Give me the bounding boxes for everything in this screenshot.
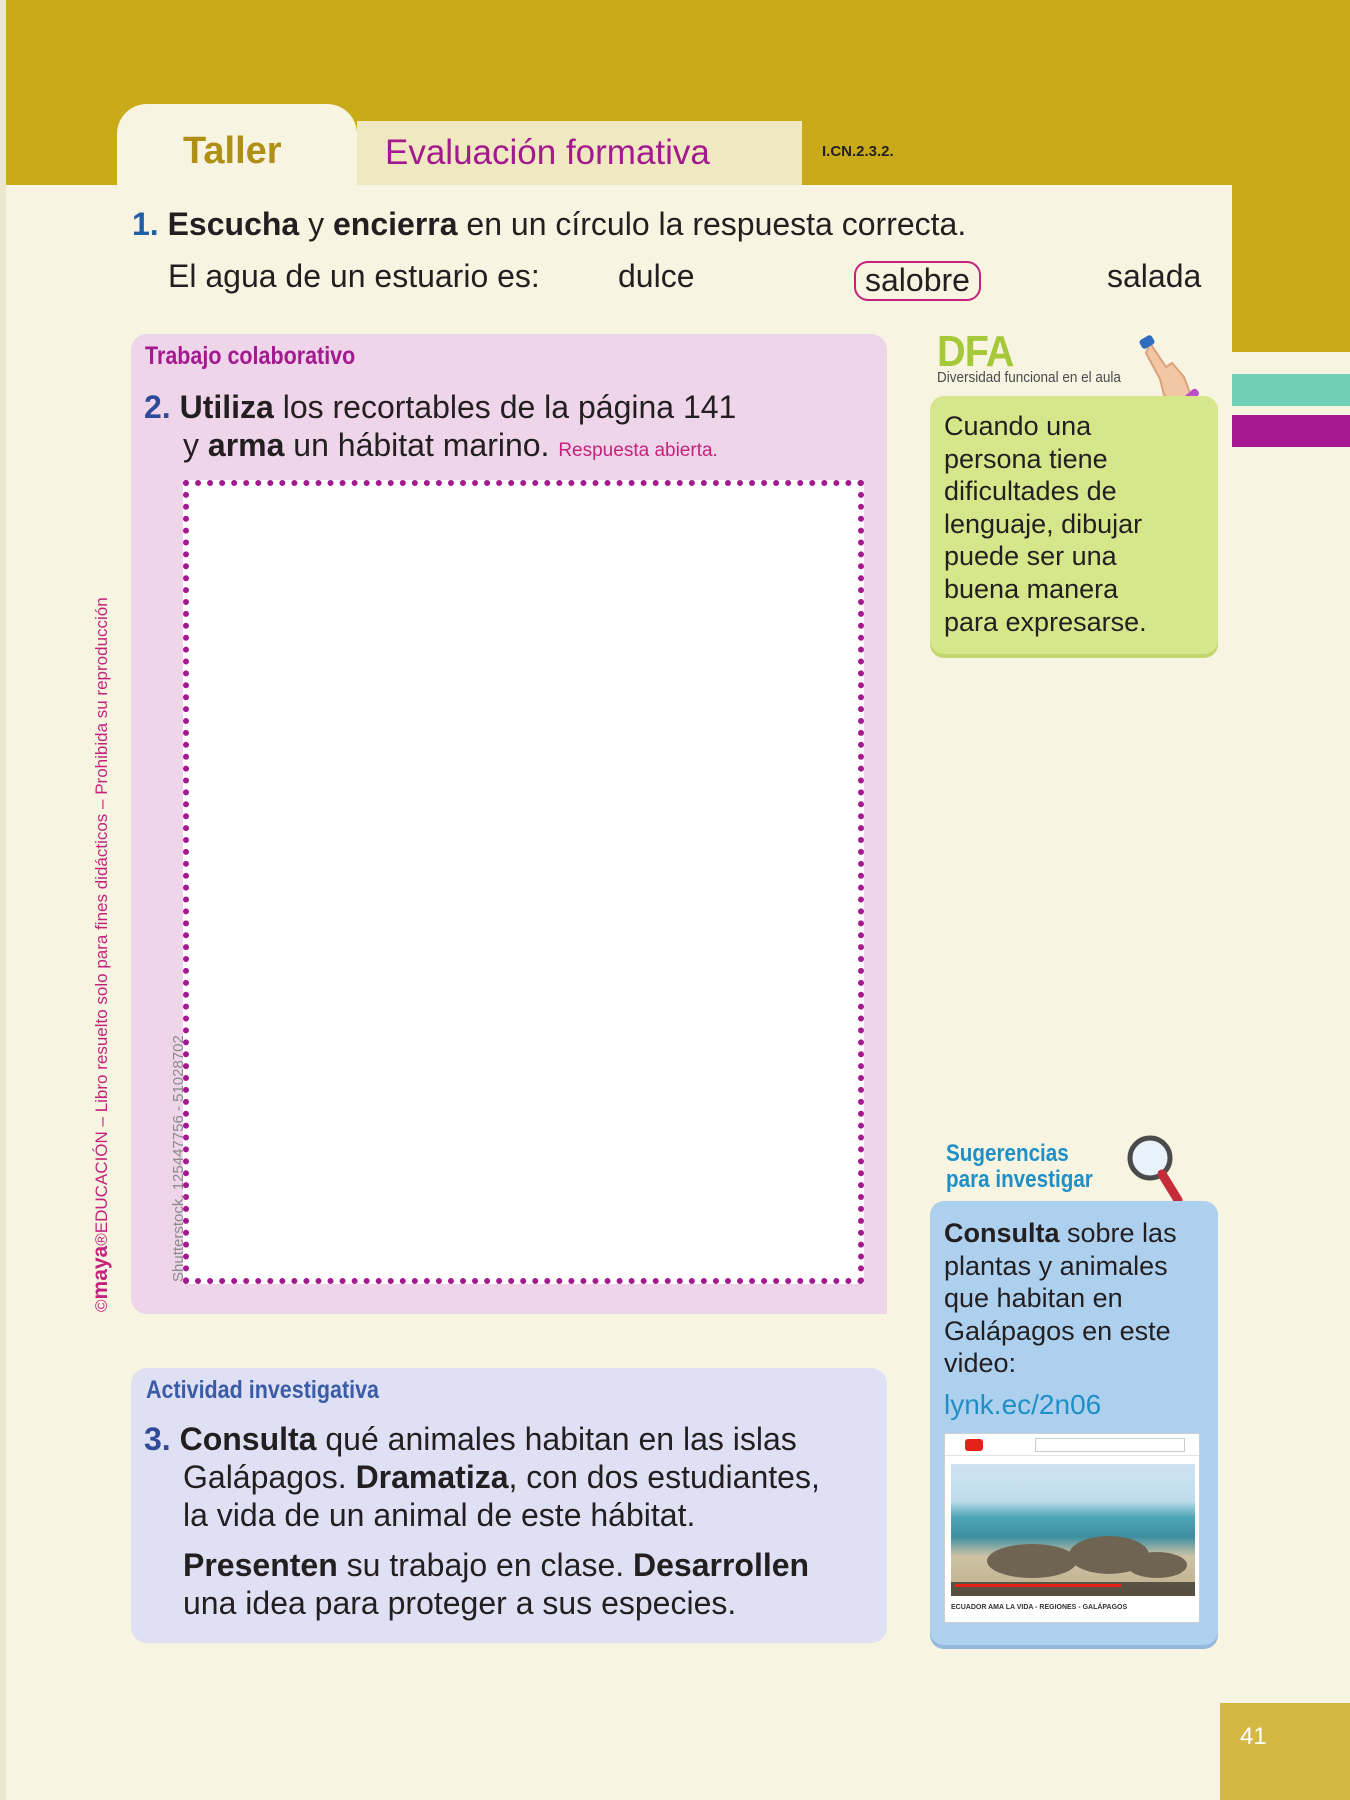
dfa-line: para expresarse. [944, 606, 1147, 637]
tab-evaluacion [357, 121, 802, 185]
question-3 [144, 1420, 820, 1534]
suggestions-title [946, 1141, 1093, 1193]
suggestions-line: Galápagos en este [944, 1315, 1171, 1346]
question-3-text-line4: su trabajo en clase. [337, 1547, 634, 1583]
question-3-verb-consulta: Consulta [179, 1421, 317, 1457]
side-tab-magenta [1232, 415, 1350, 447]
video-thumbnail[interactable] [944, 1433, 1200, 1623]
question-2-text-line2: un hábitat marino. [284, 427, 550, 463]
question-3-text-line5: una idea para proteger a sus especies. [183, 1585, 737, 1621]
question-3-verb-presenten: Presenten [183, 1547, 338, 1583]
video-caption: ECUADOR AMA LA VIDA - REGIONES - GALÁPAGOS [951, 1604, 1128, 1611]
question-1-number: 1. [132, 206, 159, 242]
page-number-box [1220, 1703, 1350, 1800]
dfa-box [930, 396, 1218, 654]
option-dulce[interactable]: dulce [618, 258, 695, 294]
question-3-line2-prefix: Galápagos. [183, 1459, 356, 1495]
question-1-prompt: El agua de un estuario es: [168, 258, 540, 294]
youtube-header-bar [945, 1434, 1199, 1456]
question-3-text-line2: , con dos estudiantes, [508, 1459, 820, 1495]
question-2-number: 2. [144, 389, 171, 425]
dfa-subtitle: Diversidad funcional en el aula [937, 369, 1121, 386]
collaborative-work-title: Trabajo colaborativo [145, 342, 356, 370]
collaborative-work-box [131, 334, 887, 1314]
sea-lion-shape [987, 1544, 1077, 1578]
option-salada[interactable]: salada [1107, 258, 1202, 294]
video-progress-bar [955, 1584, 1121, 1587]
image-credit: Shutterstock, 125447756 - 51028702 [170, 1035, 187, 1282]
question-1 [132, 206, 966, 243]
question-1-verb-encierra: encierra [332, 206, 458, 242]
question-3-text-line3: la vida de un animal de este hábitat. [183, 1497, 696, 1533]
question-2-verb-arma: arma [207, 427, 285, 463]
dfa-line: buena manera [944, 573, 1119, 604]
question-1-text: en un círculo la respuesta correcta. [457, 206, 967, 242]
suggestions-line: que habitan en [944, 1283, 1123, 1314]
tab-taller-label: Taller [183, 130, 282, 172]
option-salobre-circled[interactable]: salobre [854, 261, 981, 301]
right-margin-band [1232, 0, 1350, 352]
dfa-line: Cuando una [944, 411, 1092, 441]
video-controls-bar[interactable] [951, 1582, 1195, 1596]
drawing-area[interactable] [183, 480, 864, 1284]
dfa-line: dificultades de [944, 476, 1117, 507]
suggestions-title-line1: Sugerencias [946, 1140, 1069, 1167]
tab-taller [117, 104, 357, 186]
side-tab-teal [1232, 374, 1350, 406]
youtube-search-box [1035, 1438, 1185, 1452]
question-2-line2-prefix: y [183, 427, 208, 463]
brand-logo: maya [89, 1245, 112, 1300]
tab-evaluacion-label: Evaluación formativa [385, 133, 710, 172]
dfa-line: persona tiene [944, 443, 1108, 474]
suggestions-title-line2: para investigar [946, 1166, 1093, 1193]
suggestions-box [930, 1201, 1218, 1645]
question-1-connector: y [299, 206, 333, 242]
answer-note: Respuesta abierta. [558, 440, 718, 461]
dfa-line: puede ser una [944, 541, 1117, 572]
youtube-logo-icon [965, 1439, 983, 1451]
curriculum-code: I.CN.2.3.2. [822, 143, 894, 160]
copyright-symbol: © [92, 1299, 111, 1312]
copyright-notice [89, 597, 113, 1312]
suggestions-line1: sobre las [1059, 1218, 1177, 1248]
sea-lion-shape [1127, 1552, 1187, 1578]
question-3-verb-desarrollen: Desarrollen [633, 1547, 810, 1583]
question-2-text-line1: los recortables de la página 141 [273, 389, 737, 425]
dfa-line: lenguaje, dibujar [944, 508, 1143, 539]
video-frame-image [951, 1464, 1195, 1596]
investigative-activity-box [131, 1368, 887, 1643]
question-3-number: 3. [144, 1421, 171, 1457]
question-3-verb-dramatiza: Dramatiza [355, 1459, 509, 1495]
registered-mark: ® [92, 1233, 111, 1246]
copyright-text: EDUCACIÓN – Libro resuelto solo para fines didácticos – Prohibida su reproducción [92, 597, 111, 1234]
page-number: 41 [1240, 1723, 1267, 1750]
left-edge-strip [0, 0, 6, 1800]
investigative-activity-title: Actividad investigativa [146, 1376, 380, 1404]
question-2-verb-utiliza: Utiliza [179, 389, 274, 425]
question-3-part-2 [183, 1546, 809, 1622]
suggestions-verb-consulta: Consulta [944, 1218, 1060, 1248]
dfa-text [944, 410, 1147, 638]
video-link[interactable]: lynk.ec/2n06 [944, 1389, 1102, 1420]
question-3-text-line1: qué animales habitan en las islas [316, 1421, 797, 1457]
question-1-verb-escucha: Escucha [167, 206, 300, 242]
question-2 [144, 388, 736, 470]
suggestions-line: video: [944, 1348, 1017, 1379]
dfa-title: DFA [937, 327, 1014, 376]
suggestions-line: plantas y animales [944, 1250, 1168, 1281]
suggestions-text [944, 1217, 1177, 1380]
magnifier-icon [1120, 1130, 1190, 1210]
